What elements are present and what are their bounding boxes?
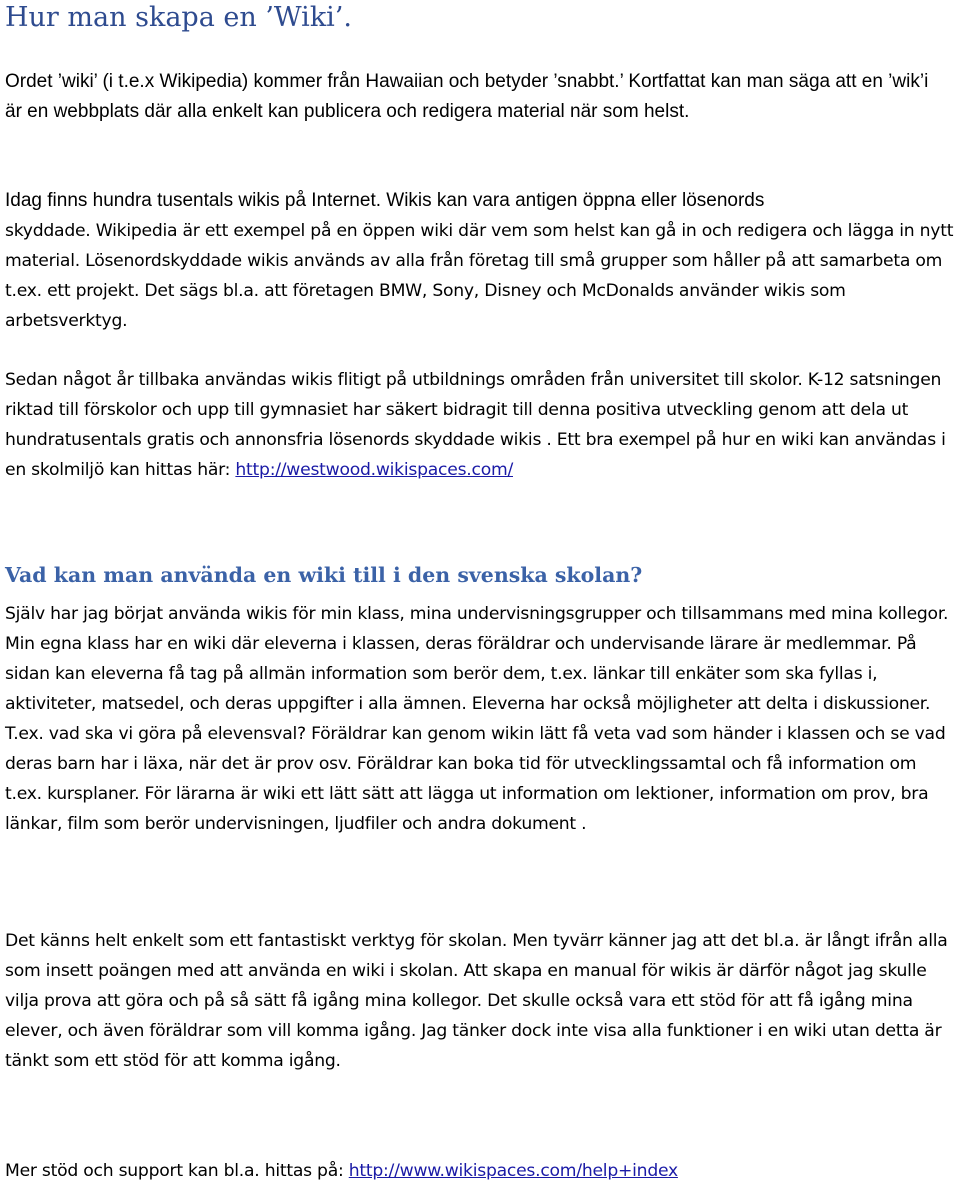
paragraph-usage: Själv har jag börjat använda wikis för min klass, mina undervisningsgrupper och tillsammans med mina kollegor. Min egna klass har en wiki där eleverna i klassen, deras föräldrar och undervisande lärare är medlemmar. På sidan kan eleverna få tag på allmän information som berör dem, t.ex. länkar till enkäter som ska fyllas i, aktiviteter, matsedel, och deras uppgifter i alla ämnen. Eleverna har också möjligheter att delta i diskussioner. T.ex. vad ska vi göra på elevensval? Föräldrar kan genom wikin lätt få veta vad som händer i klassen och se vad deras barn har i läxa, när det är prov osv. Föräldrar kan boka tid för utvecklingssamtal och få information om t.ex. kursplaner. För lärarna är wiki ett lätt sätt att lägga ut information om lektioner, information om prov, bra länkar, film som berör undervisningen, ljudfiler och andra dokument .: [5, 604, 949, 834]
support-text: Mer stöd och support kan bl.a. hittas på:: [5, 1161, 349, 1181]
paragraph-support: [5, 1156, 957, 1186]
paragraph-conclusion: Det känns helt enkelt som ett fantastiskt verktyg för skolan. Men tyvärr känner jag att det bl.a. är långt ifrån alla som insett poängen med att använda en wiki i skolan. Att skapa en manual för wikis är därför något jag skulle vilja prova att göra och på så sätt få igång mina kollegor. Det skulle också vara ett stöd för att få igång mina elever, och även föräldrar som vill komma igång. Jag tänker dock inte visa alla funktioner i en wiki utan detta är tänkt som ett stöd för att komma igång.: [5, 931, 948, 1071]
paragraph-education: [5, 365, 957, 485]
westwood-link[interactable]: http://westwood.wikispaces.com/: [235, 460, 513, 480]
intro-paragraph: Ordet ’wiki’ (i t.e.x Wikipedia) kommer från Hawaiian och betyder ’snabbt.’ Kortfattat kan man säga att en ’wik’i är en webbplats där alla enkelt kan publicera och redigera material när som helst.: [5, 71, 929, 122]
document-title: Hur man skapa en ’Wiki’.: [5, 2, 352, 33]
paragraph-wikis-body: skyddade. Wikipedia är ett exempel på en öppen wiki där vem som helst kan gå in och redigera och lägga in nytt material. Lösenordskyddade wikis används av alla från företag till små grupper som håller på att samarbeta om t.ex. ett projekt. Det sägs bl.a. att företagen BMW, Sony, Disney och McDonalds använder wikis som arbetsverktyg.: [5, 221, 954, 331]
paragraph-wikis-line1: Idag finns hundra tusentals wikis på Internet. Wikis kan vara antigen öppna eller lösenords: [5, 190, 765, 211]
section-heading: Vad kan man använda en wiki till i den svenska skolan?: [5, 563, 643, 587]
paragraph-education-text: Sedan något år tillbaka användas wikis flitigt på utbildnings områden från universitet till skolor. K-12 satsningen riktad till förskolor och upp till gymnasiet har säkert bidragit till denna positiva utveckling genom att dela ut hundratusentals gratis och annonsfria lösenords skyddade wikis . Ett bra exempel på hur en wiki kan användas i en skolmiljö kan hittas här:: [5, 370, 946, 480]
wikispaces-help-link[interactable]: http://www.wikispaces.com/help+index: [348, 1161, 678, 1181]
